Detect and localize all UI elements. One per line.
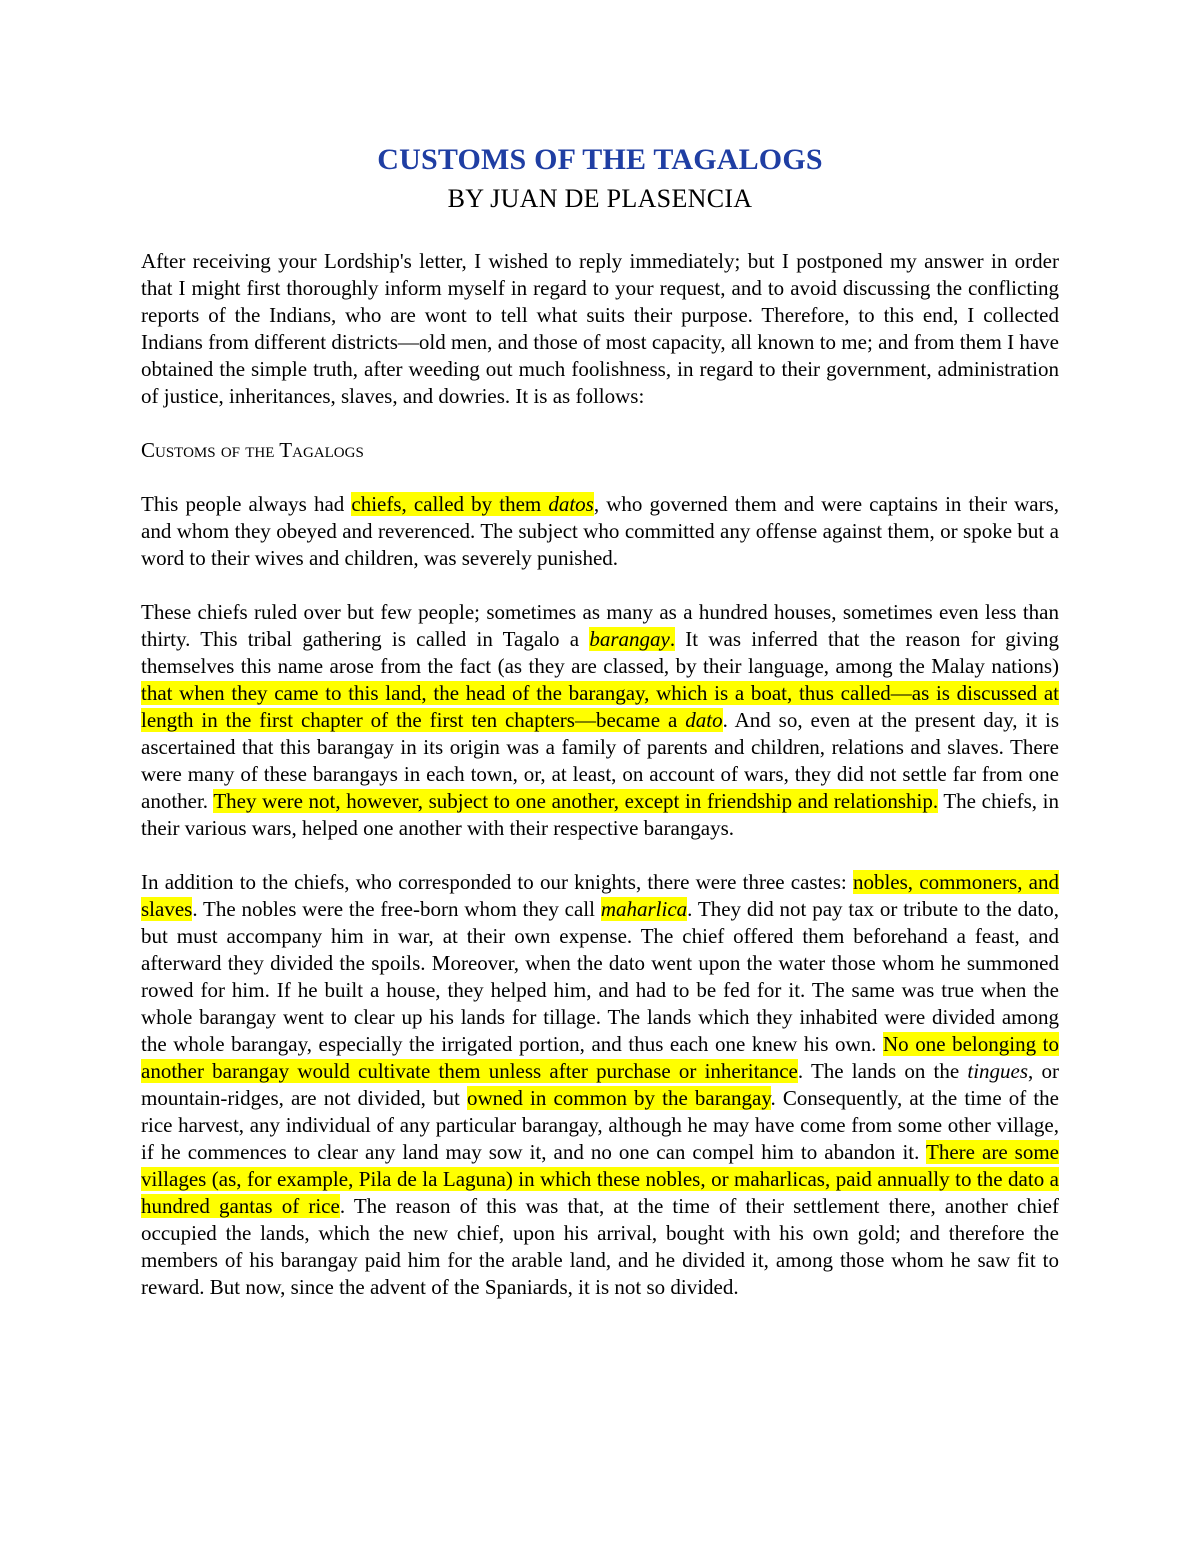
highlight-italic: barangay	[589, 627, 670, 651]
paragraph-castes	[141, 869, 1059, 1301]
intro-paragraph: After receiving your Lordship's letter, I wished to reply immediately; but I postponed my answer in order that I might first thoroughly inform myself in regard to your request, and to avoid discussing the conflicting reports of the Indians, who are wont to tell what suits their purpose. Therefore, to this end, I collected Indians from different districts—old men, and those of most capacity, all known to me; and from them I have obtained the simple truth, after weeding out much foolishness, in regard to their government, administration of justice, inheritances, slaves, and dowries. It is as follows:	[141, 249, 1059, 408]
highlight-text: chiefs, called by them	[351, 492, 549, 516]
paragraph-barangay	[141, 599, 1059, 842]
highlight-italic: maharlica	[600, 897, 688, 921]
document-author: BY JUAN DE PLASENCIA	[447, 184, 753, 213]
text-run: In addition to the chiefs, who corresponded to our knights, there were three castes:	[141, 870, 853, 894]
italic-term: tingues	[967, 1059, 1029, 1083]
text-run: , who governed them and were captains in their wars, and whom they obeyed and reverenced. The subject who committed any offense against them, or spoke but a word to their wives and children, was severely punished.	[141, 492, 1060, 570]
paragraph-chiefs	[141, 491, 1059, 572]
highlight: They were not, however, subject to one another, except in friendship and relationship.	[213, 789, 939, 813]
highlight: No one belonging to another barangay would cultivate them unless after purchase or inheritance	[141, 1032, 1060, 1083]
highlight	[589, 627, 675, 651]
highlight	[351, 492, 593, 516]
section-heading: Customs of the Tagalogs	[141, 438, 364, 462]
text-run: . They did not pay tax or tribute to the dato, but must accompany him in war, at their own expense. The chief offered them beforehand a feast, and afterward they divided the spoils. Moreover, when the dato went upon the water those whom he summoned rowed for him. If he built a house, they helped him, and had to be fed for it. The same was true when the whole barangay went to clear up his lands for tillage. The lands which they inhabited were divided among the whole barangay, especially the irrigated portion, and thus each one knew his own.	[141, 897, 1059, 1056]
text-run: These chiefs ruled over but few people; sometimes as many as a hundred houses, sometimes even less than thirty. This tribal gathering is called in Tagalo a	[141, 600, 1059, 651]
document-page	[141, 140, 1059, 1301]
highlight-italic: dato	[685, 708, 723, 732]
text-run: . The reason of this was that, at the time of their settlement there, another chief occupied the lands, which the new chief, upon his arrival, bought with his own gold; and therefore the members of his barangay paid him for the arable land, and he divided it, among those whom he saw fit to reward. But now, since the advent of the Spaniards, it is not so divided.	[141, 1194, 1059, 1299]
highlight	[601, 897, 687, 921]
text-run: . And so, even at the present day, it is ascertained that this barangay in its origin was a family of parents and children, relations and slaves. There were many of these barangays in each town, or, at least, on account of wars, they did not settle far from one another.	[141, 708, 1059, 813]
highlight: There are some villages (as, for example, Pila de la Laguna) in which these nobles, or maharlicas, paid annually to the dato a hundred gantas of rice	[141, 1140, 1059, 1218]
highlight-text: .	[669, 627, 676, 651]
text-run: It was inferred that the reason for giving themselves this name arose from the fact (as they are classed, by their language, among the Malay nations)	[141, 627, 1059, 678]
highlight-text: that when they came to this land, the head of the barangay, which is a boat, thus called—as is discussed at length in the first chapter of the first ten chapters—became a	[141, 681, 1059, 732]
document-title: CUSTOMS OF THE TAGALOGS	[377, 143, 823, 176]
text-run: This people always had	[141, 492, 352, 516]
text-run: . Consequently, at the time of the rice harvest, any individual of any particular barangay, although he may have come from some other village, if he commences to clear any land may sow it, and no one can compel him to abandon it.	[141, 1086, 1060, 1164]
text-run: , or mountain-ridges, are not divided, but	[141, 1059, 1059, 1110]
text-run: The chiefs, in their various wars, helped one another with their respective barangays.	[141, 789, 1059, 840]
highlight-italic: datos	[548, 492, 594, 516]
text-run: . The lands on the	[797, 1059, 968, 1083]
highlight: owned in common by the barangay	[466, 1086, 771, 1110]
highlight: nobles, commoners, and slaves	[141, 870, 1059, 921]
text-run: . The nobles were the free-born whom they call	[192, 897, 601, 921]
